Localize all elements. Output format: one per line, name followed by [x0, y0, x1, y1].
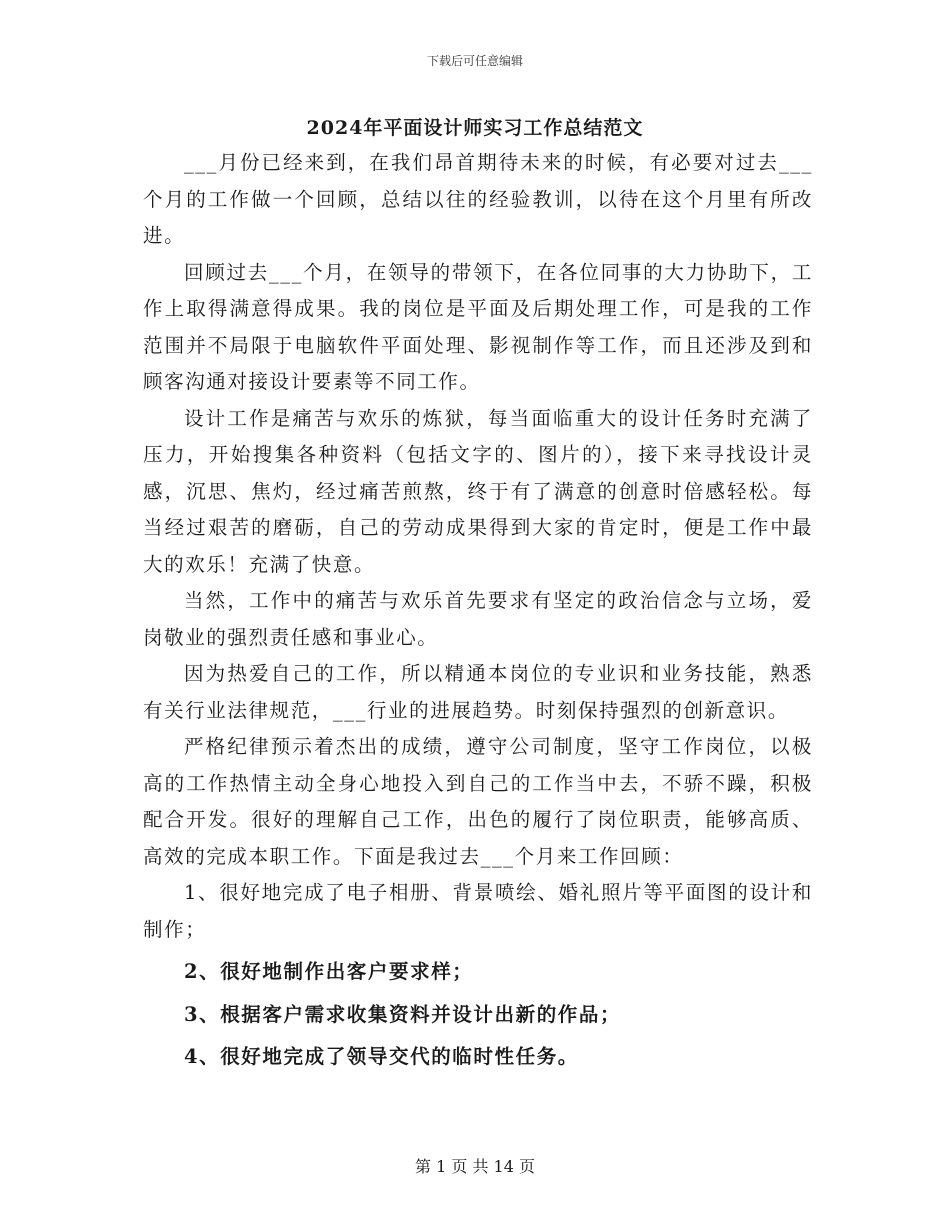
paragraph-intro: ___月份已经来到，在我们昂首期待未来的时候，有必要对过去___个月的工作做一个回顾，总结以往的经验教训，以待在这个月里有所改进。 — [143, 151, 813, 247]
document-title: 2024年平面设计师实习工作总结范文 — [306, 117, 644, 139]
paragraph-attitude: 当然，工作中的痛苦与欢乐首先要求有坚定的政治信念与立场，爱岗敬业的强烈责任感和事业心。 — [143, 589, 813, 649]
paragraph-review: 回顾过去___个月，在领导的带领下，在各位同事的大力协助下，工作上取得满意得成果。我的岗位是平面及后期处理工作，可是我的工作范围并不局限于电脑软件平面处理、影视制作等工作，而且还涉及到和顾客沟通对接设计要素等不同工作。 — [143, 260, 813, 393]
document-body — [143, 145, 813, 1076]
page-header-note: 下载后可任意编辑 — [426, 54, 523, 68]
paragraph-discipline: 严格纪律预示着杰出的成绩，遵守公司制度，坚守工作岗位，以极高的工作热情主动全身心地投入到自己的工作当中去，不骄不躁，积极配合开发。很好的理解自己工作，出色的履行了岗位职责，能够高质、高效的完成本职工作。下面是我过去___个月来工作回顾： — [143, 735, 813, 868]
list-item-3: 3、根据客户需求收集资料并设计出新的作品； — [183, 1002, 622, 1026]
paragraph-skills: 因为热爱自己的工作，所以精通本岗位的专业识和业务技能，熟悉有关行业法律规范，___行业的进展趋势。时刻保持强烈的创新意识。 — [143, 662, 813, 722]
list-item-1: 1、很好地完成了电子相册、背景喷绘、婚礼照片等平面图的设计和制作； — [143, 881, 813, 941]
page-number: 第 1 页 共 14 页 — [415, 1157, 535, 1176]
list-item-4: 4、很好地完成了领导交代的临时性任务。 — [183, 1045, 579, 1068]
list-item-2: 2、很好地制作出客户要求样； — [183, 960, 474, 983]
paragraph-design-work: 设计工作是痛苦与欢乐的炼狱，每当面临重大的设计任务时充满了压力，开始搜集各种资料（包括文字的、图片的），接下来寻找设计灵感，沉思、焦灼，经过痛苦煎熬，终于有了满意的创意时倍感轻松。每当经过艰苦的磨砺，自己的劳动成果得到大家的肯定时，便是工作中最大的欢乐！充满了快意。 — [143, 406, 813, 576]
